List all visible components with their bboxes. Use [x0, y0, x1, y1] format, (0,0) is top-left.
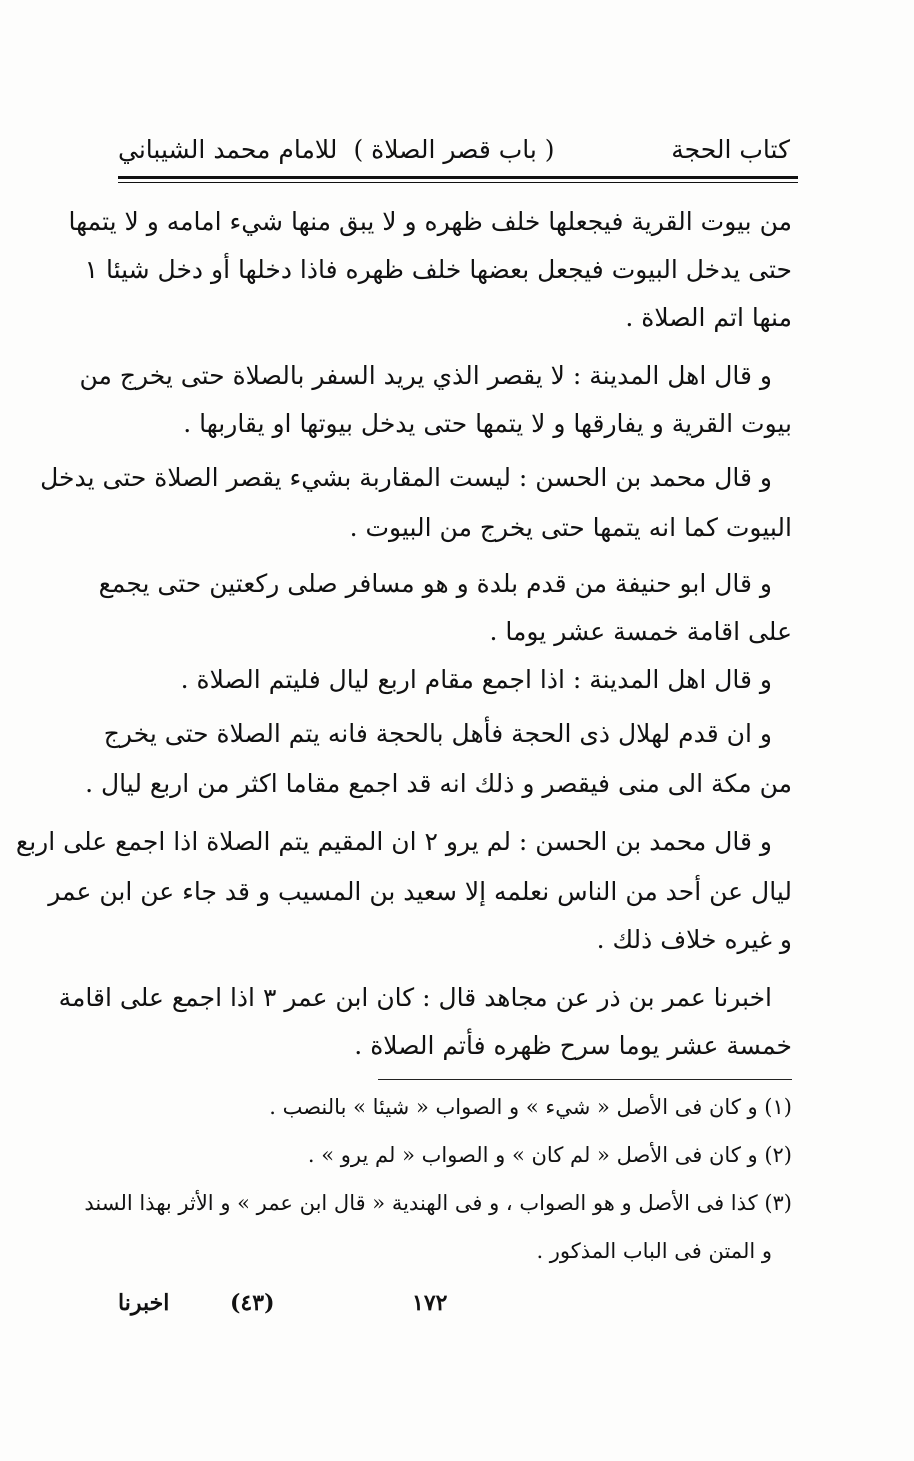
- text-line: على اقامة خمسة عشر يوما .: [489, 617, 792, 646]
- text-line: البيوت كما انه يتمها حتى يخرج من البيوت .: [349, 513, 792, 542]
- text-line: من مكة الى منى فيقصر و ذلك انه قد اجمع مقاما اكثر من اربع ليال .: [85, 769, 792, 798]
- text-line: بيوت القرية و يفارقها و لا يتمها حتى يدخل بيوتها او يقاربها .: [183, 409, 792, 438]
- text-line: و قال ابو حنيفة من قدم بلدة و هو مسافر صلى ركعتين حتى يجمع: [98, 569, 772, 598]
- page-number: ١٧٢: [412, 1290, 448, 1316]
- header-chapter-title: ( باب قصر الصلاة ): [353, 135, 555, 164]
- header-author: للامام محمد الشيباني: [118, 135, 338, 164]
- text-line: اخبرنا عمر بن ذر عن مجاهد قال : كان ابن عمر ٣ اذا اجمع على اقامة: [58, 983, 772, 1012]
- text-line: و ان قدم لهلال ذى الحجة فأهل بالحجة فانه يتم الصلاة حتى يخرج: [103, 719, 772, 748]
- text-line: و قال محمد بن الحسن : ليست المقاربة بشيء يقصر الصلاة حتى يدخل: [40, 463, 772, 492]
- catchword: اخبرنا: [118, 1290, 170, 1316]
- text-line: و قال اهل المدينة : اذا اجمع مقام اربع ليال فليتم الصلاة .: [180, 665, 772, 694]
- text-line: و غيره خلاف ذلك .: [596, 925, 792, 954]
- footnote-rule: [378, 1079, 792, 1080]
- footnote-line: (٢) و كان فى الأصل « لم كان » و الصواب « لم يرو » .: [307, 1143, 792, 1167]
- footnote-line: (١) و كان فى الأصل « شيء » و الصواب « شيئا » بالنصب .: [269, 1095, 792, 1119]
- header-rule-thin: [118, 182, 798, 183]
- text-line: و قال اهل المدينة : لا يقصر الذي يريد السفر بالصلاة حتى يخرج من: [79, 361, 772, 390]
- text-line: من بيوت القرية فيجعلها خلف ظهره و لا يبق منها شيء امامه و لا يتمها: [68, 207, 792, 236]
- text-line: خمسة عشر يوما سرح ظهره فأتم الصلاة .: [354, 1031, 792, 1060]
- text-line: منها اتم الصلاة .: [625, 303, 792, 332]
- footnote-line: (٣) كذا فى الأصل و هو الصواب ، و فى الهندية « قال ابن عمر » و الأثر بهذا السند: [84, 1191, 792, 1215]
- footnote-line: و المتن فى الباب المذكور .: [536, 1239, 772, 1263]
- header-rule-thick: [118, 176, 798, 179]
- text-line: حتى يدخل البيوت فيجعل بعضها خلف ظهره فاذا دخلها أو دخل شيئا ١: [84, 255, 792, 284]
- header-book-title: كتاب الحجة: [671, 135, 790, 164]
- running-header: [118, 130, 790, 174]
- text-line: و قال محمد بن الحسن : لم يرو ٢ ان المقيم يتم الصلاة اذا اجمع على اربع: [15, 827, 772, 856]
- text-line: ليال عن أحد من الناس نعلمه إلا سعيد بن المسيب و قد جاء عن ابن عمر: [48, 877, 792, 906]
- signature-mark: (٤٣): [230, 1290, 275, 1316]
